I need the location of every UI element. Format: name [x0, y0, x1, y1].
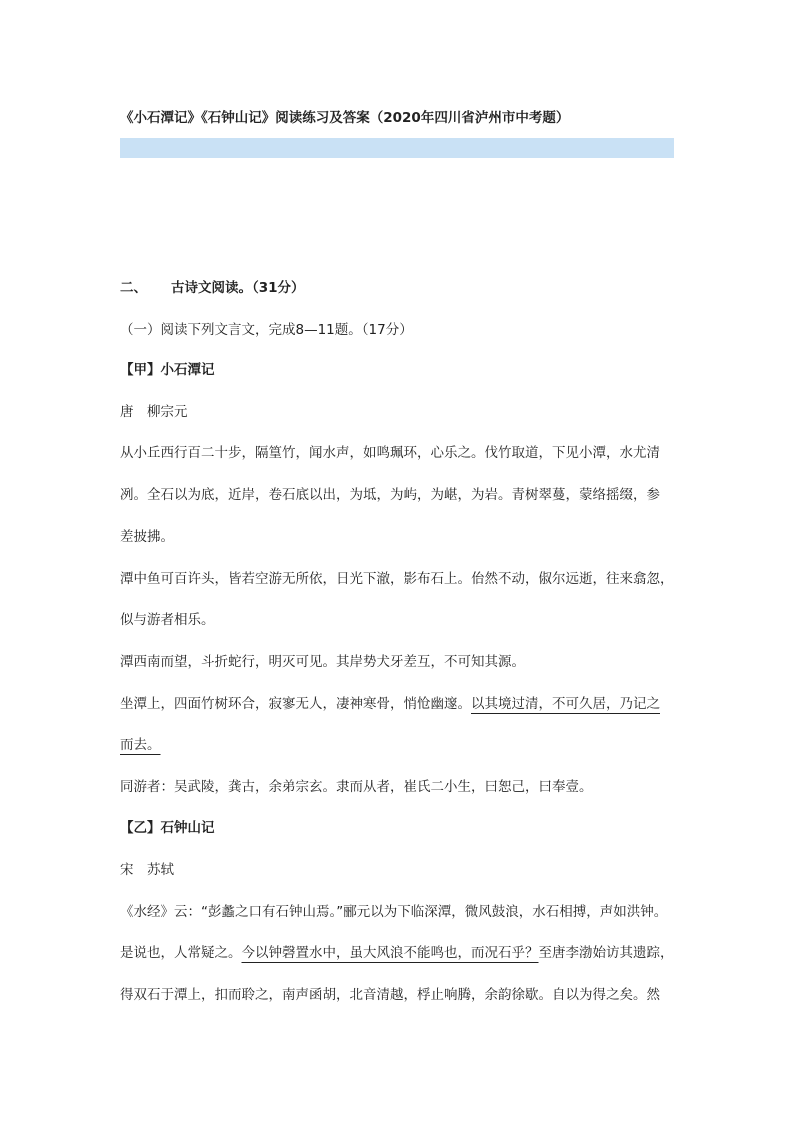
- passage-a-label: 【甲】小石潭记: [120, 362, 215, 378]
- passage-a-author: 唐 柳宗元: [120, 404, 188, 420]
- passage-b-line: 《水经》云：“彭蠡之口有石钟山焉。”郦元以为下临深潭，微风鼓浪，水石相搏，声如洪钟。: [120, 904, 668, 920]
- passage-b-line: [120, 941, 674, 961]
- passage-b-author: 宋 苏轼: [120, 862, 174, 878]
- underlined-sentence: 而去。: [120, 737, 161, 753]
- section-number: 二、: [120, 280, 147, 296]
- passage-b-text: 至唐李渤始访其遗踪，: [538, 945, 674, 961]
- passage-a-companions: 同游者：吴武陵，龚古，余弟宗玄。隶而从者，崔氏二小生，曰恕己，曰奉壹。: [120, 779, 593, 795]
- passage-a-line: 冽。全石以为底，近岸，卷石底以出，为坻，为屿，为嵁，为岩。青树翠蔓，蒙络摇缀，参: [120, 487, 660, 503]
- passage-a-line: 潭中鱼可百许头，皆若空游无所依，日光下澈，影布石上。佁然不动，俶尔远逝，往来翕忽，: [120, 571, 674, 587]
- passage-a-line: 从小丘西行百二十步，隔篁竹，闻水声，如鸣珮环，心乐之。伐竹取道，下见小潭，水尤清: [120, 445, 660, 461]
- passage-a-text: 坐潭上，四面竹树环合，寂寥无人，凄神寒骨，悄怆幽邃。: [120, 696, 471, 712]
- passage-a-line: [120, 733, 161, 753]
- question-instruction: （一）阅读下列文言文，完成8—11题。（17分）: [120, 322, 413, 338]
- section-heading: [120, 276, 305, 296]
- passage-a-line: 潭西南而望，斗折蛇行，明灭可见。其岸势犬牙差互，不可知其源。: [120, 654, 525, 670]
- passage-b-line: 得双石于潭上，扣而聆之，南声函胡，北音清越，桴止响腾，余韵徐歇。自以为得之矣。然: [120, 987, 660, 1003]
- passage-b-text: 是说也，人常疑之。: [120, 945, 242, 961]
- highlight-bar: [120, 138, 674, 158]
- document-title: 《小石潭记》《石钟山记》阅读练习及答案（2020年四川省泸州市中考题）: [120, 110, 570, 126]
- section-heading-text: 古诗文阅读。（31分）: [171, 280, 305, 296]
- passage-b-label: 【乙】石钟山记: [120, 820, 215, 836]
- passage-a-line: 似与游者相乐。: [120, 612, 215, 628]
- underlined-sentence: 以其境过清，不可久居，乃记之: [471, 696, 660, 712]
- passage-a-line: 差披拂。: [120, 529, 174, 545]
- passage-a-line: [120, 692, 660, 712]
- underlined-sentence: 今以钟磬置水中，虽大风浪不能鸣也，而况石乎？: [241, 945, 539, 961]
